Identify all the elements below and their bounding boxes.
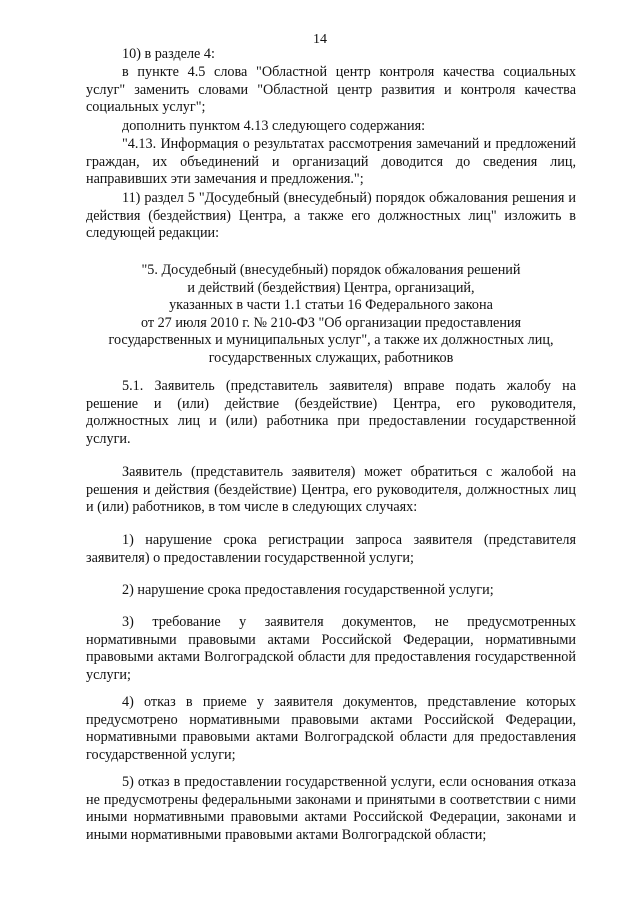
case-5: 5) отказ в предоставлении государственной услуги, если основания отказа не предусмотрены федеральными законами и принятыми в соответствии с ними иными нормативными правовыми актами Российской Федерации, законами и иными нормативными правовыми актами Волгоградской области; <box>86 774 576 843</box>
paragraph-applicant: Заявитель (представитель заявителя) может обратиться с жалобой на решения и действия (бездействие) Центра, его руководителя, должностных лиц и (или) работников, в том числе в следующих случаях: <box>86 464 576 516</box>
heading-line: и действий (бездействия) Центра, организаций, <box>187 279 475 296</box>
paragraph-5-1: 5.1. Заявитель (представитель заявителя) вправе подать жалобу на решение и (или) действие (бездействие) Центра, его руководителя, должностных лиц и (или) работника при предоставлении государственной услуги. <box>86 378 576 447</box>
section-5-heading <box>86 262 576 368</box>
case-3: 3) требование у заявителя документов, не предусмотренных нормативными правовыми актами Российской Федерации, нормативными правовыми актами Волгоградской области для предоставления государственной услуги; <box>86 614 576 683</box>
item-10-paragraph-3: "4.13. Информация о результатах рассмотрения замечаний и предложений граждан, их объединений и организаций доводится до сведения лиц, направивших эти замечания и предложения."; <box>86 136 576 188</box>
item-11: 11) раздел 5 "Досудебный (внесудебный) порядок обжалования решения и действия (бездействия) Центра, а также его должностных лиц" изложить в следующей редакции: <box>86 190 576 242</box>
heading-line: от 27 июля 2010 г. № 210-ФЗ "Об организации предоставления <box>140 314 522 331</box>
item-10: 10) в разделе 4: <box>122 46 215 62</box>
heading-line: "5. Досудебный (внесудебный) порядок обжалования решений <box>141 262 521 278</box>
page-number: 14 <box>313 32 327 47</box>
case-1: 1) нарушение срока регистрации запроса заявителя (представителя заявителя) о предоставлении государственной услуги; <box>86 532 576 566</box>
case-2: 2) нарушение срока предоставления государственной услуги; <box>122 582 494 598</box>
heading-line: государственных служащих, работников <box>208 349 454 366</box>
item-10-paragraph-1: в пункте 4.5 слова "Областной центр контроля качества социальных услуг" заменить словами "Областной центр развития и контроля качества социальных услуг"; <box>86 64 576 116</box>
heading-line: указанных в части 1.1 статьи 16 Федерального закона <box>169 297 493 314</box>
item-10-paragraph-2: дополнить пунктом 4.13 следующего содержания: <box>122 118 426 134</box>
case-4: 4) отказ в приеме у заявителя документов, представление которых предусмотрено нормативными правовыми актами Российской Федерации, нормативными правовыми актами Волгоградской области для предоставления государственной услуги; <box>86 694 576 763</box>
heading-line: государственных и муниципальных услуг", а также их должностных лиц, <box>108 332 554 349</box>
